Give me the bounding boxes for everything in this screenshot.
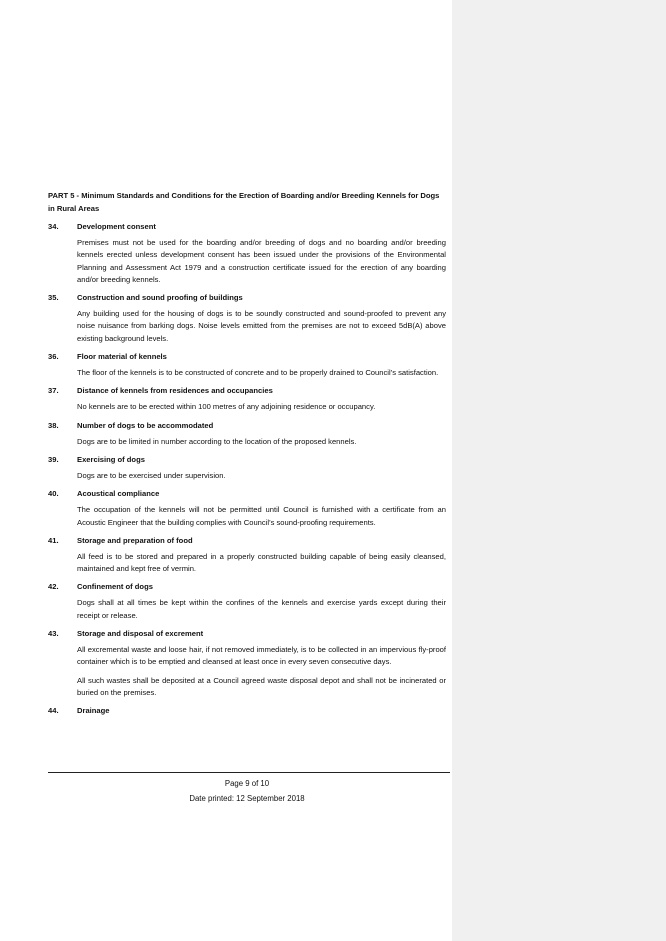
- part-heading: PART 5 - Minimum Standards and Conditions for the Erection of Boarding and/or Breeding Kennels for Dogs in Rural Areas: [48, 191, 440, 213]
- clause-40: [48, 488, 446, 529]
- clause-number: 36.: [48, 352, 59, 362]
- footer-page-number: Page 9 of 10: [224, 779, 270, 788]
- clause-paragraph: No kennels are to be erected within 100 metres of any adjoining residence or occupancy.: [77, 402, 376, 412]
- clause-number: 38.: [48, 420, 59, 430]
- clause-35: [48, 292, 446, 345]
- clause-number: 35.: [48, 293, 59, 303]
- clause-number: 34.: [48, 222, 59, 231]
- clause-title: Exercising of dogs: [77, 454, 145, 464]
- footer-date-printed: Date printed: 12 September 2018: [189, 794, 305, 803]
- clause-paragraph: All such wastes shall be deposited at a Council agreed waste disposal depot and shall not be incinerated or buried on the premises.: [77, 675, 446, 697]
- clause-38: [48, 420, 446, 448]
- clause-number: 39.: [48, 454, 59, 464]
- clause-34: [48, 221, 446, 286]
- clause-paragraph: The occupation of the kennels will not be permitted until Council is furnished with a certificate from an Acoustic Engineer that the building complies with Council’s sound-proofing requirements.: [77, 505, 446, 527]
- comment-pane: [452, 0, 666, 941]
- clause-title: Development consent: [77, 222, 156, 231]
- clause-42: [48, 581, 446, 622]
- clause-title: Distance of kennels from residences and occupancies: [77, 386, 273, 396]
- clause-title: Floor material of kennels: [77, 352, 167, 362]
- clause-37: [48, 385, 446, 413]
- clause-title: Construction and sound proofing of buildings: [77, 293, 243, 303]
- clause-paragraph: Dogs shall at all times be kept within the confines of the kennels and exercise yards except during their receipt or release.: [77, 598, 446, 620]
- clause-paragraph: Premises must not be used for the boarding and/or breeding of dogs and no boarding and/or breeding kennels erected unless development consent has been issued under the provisions of the Environmental Planning and Assessment Act 1979 and a construction certificate issued for the erection of any boarding and/or breeding kennels.: [77, 238, 446, 284]
- clause-number: 44.: [48, 706, 59, 716]
- clause-title: Confinement of dogs: [77, 582, 153, 592]
- clause-paragraph: Dogs are to be limited in number according to the location of the proposed kennels.: [77, 436, 357, 446]
- clause-title: Storage and preparation of food: [77, 535, 193, 545]
- page-content: [48, 190, 446, 721]
- clause-number: 43.: [48, 629, 59, 639]
- clause-title: Storage and disposal of excrement: [77, 629, 204, 639]
- clause-number: 37.: [48, 386, 59, 396]
- clause-44: [48, 705, 446, 716]
- clause-paragraph: Dogs are to be exercised under supervision.: [77, 470, 226, 480]
- clause-paragraph: The floor of the kennels is to be constructed of concrete and to be properly drained to Council’s satisfaction.: [77, 368, 439, 378]
- clause-39: [48, 454, 446, 482]
- clause-43: [48, 628, 446, 699]
- clause-title: Acoustical compliance: [77, 489, 160, 499]
- clause-41: [48, 535, 446, 576]
- clause-paragraph: Any building used for the housing of dogs is to be soundly constructed and sound-proofed to prevent any noise nuisance from barking dogs. Noise levels emitted from the premises are not to exceed 5dB(A) above existing background levels.: [77, 309, 446, 343]
- clause-paragraph: All feed is to be stored and prepared in a properly constructed building capable of being easily cleansed, maintained and kept free of vermin.: [77, 551, 446, 574]
- clause-number: 41.: [48, 535, 59, 545]
- clause-number: 42.: [48, 582, 59, 592]
- clause-title: Number of dogs to be accommodated: [77, 420, 214, 430]
- clause-paragraph: All excremental waste and loose hair, if not removed immediately, is to be collected in an impervious fly-proof container which is to be emptied and cleansed at least once in every seven consecutive days.: [77, 645, 446, 667]
- clause-title: Drainage: [77, 706, 110, 716]
- footer-divider: [48, 772, 450, 773]
- clause-36: [48, 351, 446, 379]
- clause-number: 40.: [48, 489, 59, 499]
